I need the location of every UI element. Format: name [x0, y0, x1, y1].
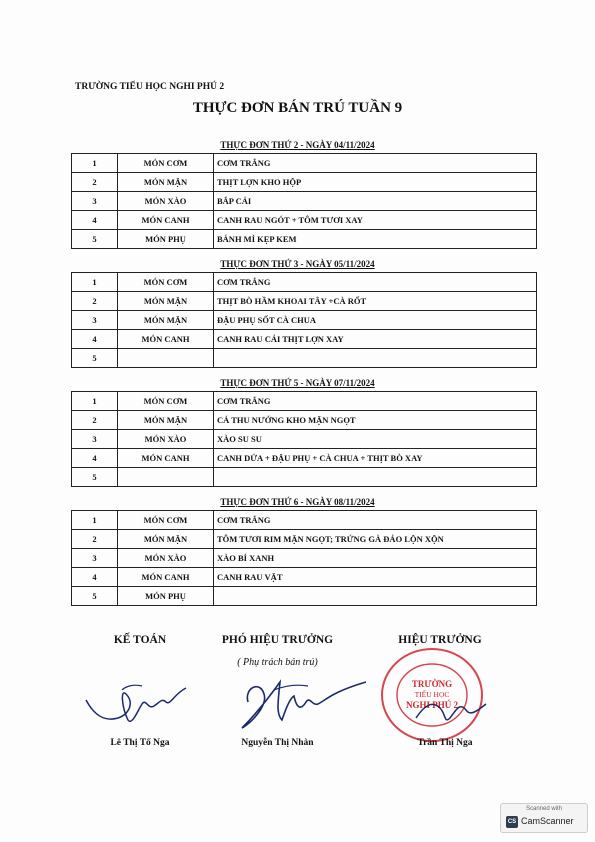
- dish-name: ĐẬU PHỤ SỐT CÀ CHUA: [214, 311, 537, 330]
- camscanner-watermark: [500, 803, 588, 833]
- table-row: [72, 349, 537, 368]
- menu-table: [71, 510, 537, 606]
- row-number: 3: [72, 549, 118, 568]
- dish-name: CANH RAU NGÓT + TÔM TƯƠI XAY: [214, 211, 537, 230]
- dish-type: MÓN XÀO: [118, 549, 214, 568]
- dish-name: CÁ THU NƯỚNG KHO MẶN NGỌT: [214, 411, 537, 430]
- table-row: [72, 230, 537, 249]
- principal-name: Trần Thị Nga: [417, 738, 473, 748]
- row-number: 5: [72, 349, 118, 368]
- table-row: [72, 211, 537, 230]
- dish-name: CANH RAU CẢI THỊT LỢN XAY: [214, 330, 537, 349]
- row-number: 3: [72, 192, 118, 211]
- camscanner-icon: CS: [506, 816, 518, 828]
- dish-name: [214, 349, 537, 368]
- dish-name: CƠM TRẮNG: [214, 273, 537, 292]
- dish-name: TÔM TƯƠI RIM MẶN NGỌT; TRỨNG GÀ ĐẢO LỘN XỘN: [214, 530, 537, 549]
- svg-text:TRƯỜNG: TRƯỜNG: [411, 679, 453, 689]
- row-number: 4: [72, 330, 118, 349]
- dish-name: CƠM TRẮNG: [214, 392, 537, 411]
- table-row: [72, 392, 537, 411]
- day-heading: THỰC ĐƠN THỨ 5 - NGÀY 07/11/2024: [220, 378, 375, 388]
- table-row: [72, 173, 537, 192]
- day-heading: THỰC ĐƠN THỨ 6 - NGÀY 08/11/2024: [220, 497, 375, 507]
- dish-name: XÀO SU SU: [214, 430, 537, 449]
- dish-type: MÓN CANH: [118, 449, 214, 468]
- table-row: [72, 468, 537, 487]
- table-row: [72, 511, 537, 530]
- dish-type: MÓN MẶN: [118, 411, 214, 430]
- dish-type: MÓN MẶN: [118, 173, 214, 192]
- table-row: [72, 411, 537, 430]
- dish-name: THỊT LỢN KHO HỘP: [214, 173, 537, 192]
- table-row: [72, 449, 537, 468]
- table-row: [72, 192, 537, 211]
- accountant-title: KẾ TOÁN: [113, 634, 167, 646]
- row-number: 1: [72, 511, 118, 530]
- dish-name: CƠM TRẮNG: [214, 154, 537, 173]
- camscanner-label: CamScanner: [521, 816, 574, 826]
- table-row: [72, 430, 537, 449]
- row-number: 2: [72, 411, 118, 430]
- menu-table: [71, 272, 537, 368]
- principal-title: HIỆU TRƯỞNG: [398, 634, 482, 646]
- dish-type: MÓN CANH: [118, 211, 214, 230]
- dish-type: MÓN CƠM: [118, 154, 214, 173]
- row-number: 2: [72, 292, 118, 311]
- dish-name: CANH RAU VẶT: [214, 568, 537, 587]
- principal-signature: [410, 688, 490, 733]
- day-heading: THỰC ĐƠN THỨ 3 - NGÀY 05/11/2024: [220, 259, 375, 269]
- vice-principal-note: ( Phụ trách bán trú): [237, 657, 318, 668]
- row-number: 4: [72, 568, 118, 587]
- table-row: [72, 568, 537, 587]
- dish-type: MÓN CANH: [118, 568, 214, 587]
- dish-name: THỊT BÒ HẦM KHOAI TÂY +CÀ RỐT: [214, 292, 537, 311]
- vice-principal-name: Nguyễn Thị Nhàn: [241, 738, 314, 748]
- dish-name: BÁNH MÌ KẸP KEM: [214, 230, 537, 249]
- table-row: [72, 587, 537, 606]
- dish-name: CƠM TRẮNG: [214, 511, 537, 530]
- dish-type: MÓN MẶN: [118, 311, 214, 330]
- dish-type: MÓN CANH: [118, 330, 214, 349]
- page-title: THỰC ĐƠN BÁN TRÚ TUẦN 9: [192, 100, 403, 116]
- day-heading: THỰC ĐƠN THỨ 2 - NGÀY 04/11/2024: [220, 140, 375, 150]
- table-row: [72, 311, 537, 330]
- row-number: 3: [72, 430, 118, 449]
- table-row: [72, 530, 537, 549]
- scanned-with-label: Scanned with: [525, 806, 563, 812]
- table-row: [72, 154, 537, 173]
- svg-text:TIỂU HỌC: TIỂU HỌC: [414, 690, 450, 699]
- row-number: 1: [72, 392, 118, 411]
- dish-type: MÓN CƠM: [118, 273, 214, 292]
- row-number: 5: [72, 468, 118, 487]
- vice-principal-signature: [230, 672, 370, 737]
- row-number: 1: [72, 273, 118, 292]
- row-number: 4: [72, 449, 118, 468]
- dish-type: MÓN PHỤ: [118, 587, 214, 606]
- row-number: 5: [72, 230, 118, 249]
- dish-type: [118, 349, 214, 368]
- dish-name: CANH DỨA + ĐẬU PHỤ + CÀ CHUA + THỊT BÒ XAY: [214, 449, 537, 468]
- dish-name: BẮP CẢI: [214, 192, 537, 211]
- row-number: 2: [72, 173, 118, 192]
- row-number: 1: [72, 154, 118, 173]
- accountant-signature: [82, 680, 192, 735]
- table-row: [72, 549, 537, 568]
- dish-type: MÓN XÀO: [118, 192, 214, 211]
- dish-name: [214, 587, 537, 606]
- dish-type: MÓN MẶN: [118, 292, 214, 311]
- table-row: [72, 273, 537, 292]
- accountant-name: Lê Thị Tố Nga: [110, 738, 170, 748]
- dish-name: [214, 468, 537, 487]
- dish-name: XÀO BÍ XANH: [214, 549, 537, 568]
- school-name: TRƯỜNG TIỂU HỌC NGHI PHÚ 2: [75, 82, 225, 92]
- dish-type: MÓN CƠM: [118, 392, 214, 411]
- dish-type: MÓN MẶN: [118, 530, 214, 549]
- row-number: 5: [72, 587, 118, 606]
- row-number: 3: [72, 311, 118, 330]
- dish-type: MÓN PHỤ: [118, 230, 214, 249]
- menu-table: [71, 153, 537, 249]
- dish-type: [118, 468, 214, 487]
- table-row: [72, 292, 537, 311]
- table-row: [72, 330, 537, 349]
- dish-type: MÓN XÀO: [118, 430, 214, 449]
- svg-text:NGHI PHÚ 2: NGHI PHÚ 2: [405, 700, 459, 710]
- row-number: 2: [72, 530, 118, 549]
- vice-principal-title: PHÓ HIỆU TRƯỞNG: [221, 634, 334, 646]
- menu-table: [71, 391, 537, 487]
- row-number: 4: [72, 211, 118, 230]
- dish-type: MÓN CƠM: [118, 511, 214, 530]
